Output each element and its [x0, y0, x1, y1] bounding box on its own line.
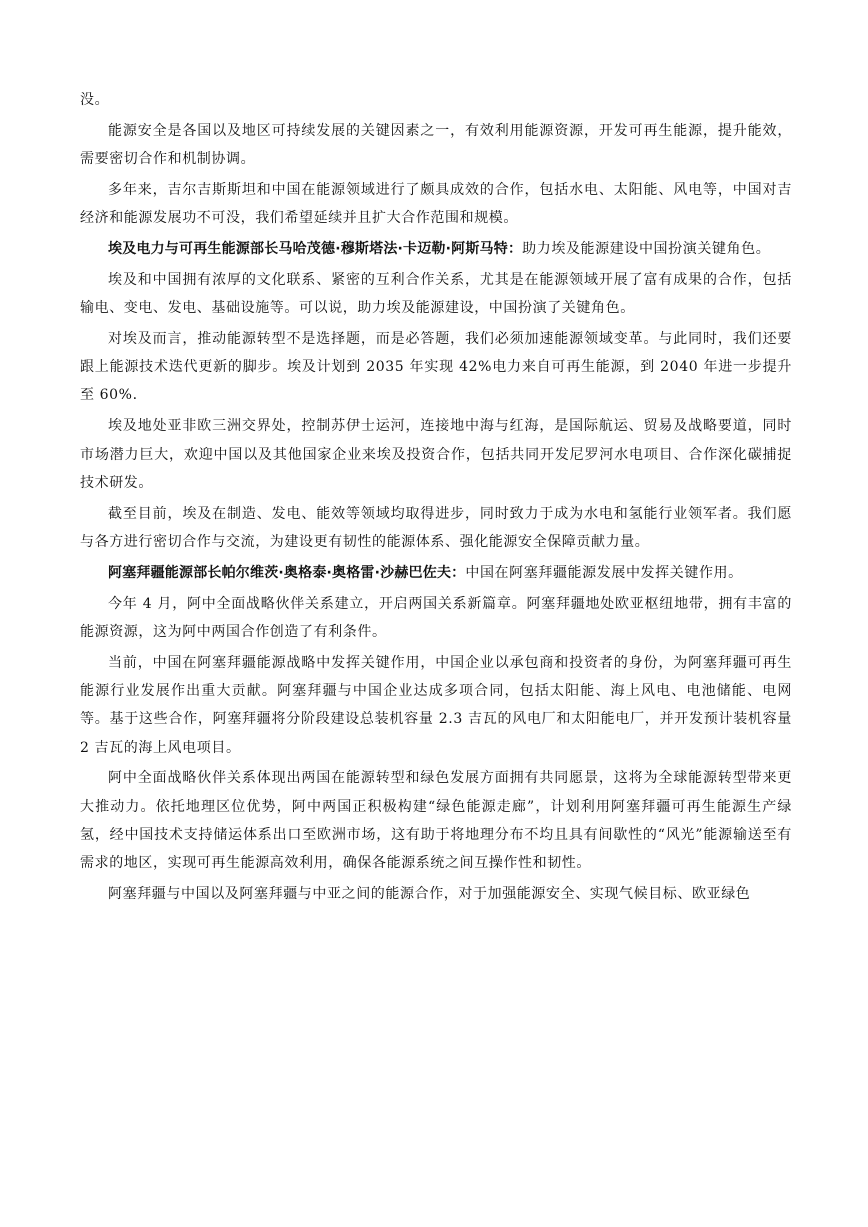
- article-body: [80, 86, 792, 908]
- paragraph: 当前，中国在阿塞拜疆能源战略中发挥关键作用，中国企业以承包商和投资者的身份，为阿塞拜疆可再生能源行业发展作出重大贡献。阿塞拜疆与中国企业达成多项合同，包括太阳能、海上风电、电池储能、电网等。基于这些合作，阿塞拜疆将分阶段建设总装机容量 2.3 吉瓦的风电厂和太阳能电厂，并开发预计装机容量 2 吉瓦的海上风电项目。: [80, 654, 792, 756]
- speaker-paragraph: [80, 235, 792, 263]
- paragraph: 阿塞拜疆与中国以及阿塞拜疆与中亚之间的能源合作，对于加强能源安全、实现气候目标、欧亚绿色: [108, 886, 751, 903]
- paragraph: 埃及地处亚非欧三洲交界处，控制苏伊士运河，连接地中海与红海，是国际航运、贸易及战略要道，同时市场潜力巨大，欢迎中国以及其他国家企业来埃及投资合作，包括共同开发尼罗河水电项目、合作深化碳捕捉技术研发。: [80, 418, 792, 491]
- paragraph: 多年来，吉尔吉斯斯坦和中国在能源领域进行了颇具成效的合作，包括水电、太阳能、风电等，中国对吉经济和能源发展功不可没，我们希望延续并且扩大合作范围和规模。: [80, 181, 792, 227]
- paragraph: 能源安全是各国以及地区可持续发展的关键因素之一，有效利用能源资源，开发可再生能源，提升能效，需要密切合作和机制协调。: [80, 122, 792, 168]
- paragraph: 对埃及而言，推动能源转型不是选择题，而是必答题，我们必须加速能源领域变革。与此同时，我们还要跟上能源技术迭代更新的脚步。埃及计划到 2035 年实现 42%电力来自可再生能源，到 2040 年进一步提升至 60%.: [80, 330, 792, 404]
- speaker-paragraph: [80, 559, 792, 587]
- speaker-name-egypt: 埃及电力与可再生能源部长马哈茂德·穆斯塔法·卡迈勒·阿斯马特：: [108, 240, 523, 257]
- speaker-name-azerbaijan: 阿塞拜疆能源部长帕尔维茨·奥格泰·奥格雷·沙赫巴佐夫：: [108, 564, 466, 581]
- paragraph: 阿中全面战略伙伴关系体现出两国在能源转型和绿色发展方面拥有共同愿景，这将为全球能源转型带来更大推动力。依托地理区位优势，阿中两国正积极构建“绿色能源走廊”，计划利用阿塞拜疆可再生能源生产绿氢，经中国技术支持储运体系出口至欧洲市场，这有助于将地理分布不均且具有间歇性的“风光”能源输送至有需求的地区，实现可再生能源高效利用，确保各能源系统之间互操作性和韧性。: [80, 770, 792, 872]
- speaker-quote: 中国在阿塞拜疆能源发展中发挥关键作用。: [465, 564, 743, 581]
- paragraph: 截至目前，埃及在制造、发电、能效等领域均取得进步，同时致力于成为水电和氢能行业领军者。我们愿与各方进行密切合作与交流，为建设更有韧性的能源体系、强化能源安全保障贡献力量。: [80, 505, 792, 550]
- paragraph-continuation: 没。: [80, 92, 110, 108]
- speaker-quote: 助力埃及能源建设中国扮演关键角色。: [522, 240, 771, 257]
- paragraph: 今年 4 月，阿中全面战略伙伴关系建立，开启两国关系新篇章。阿塞拜疆地处欧亚枢纽地带，拥有丰富的能源资源，这为阿中两国合作创造了有利条件。: [80, 595, 792, 640]
- paragraph: 埃及和中国拥有浓厚的文化联系、紧密的互利合作关系，尤其是在能源领域开展了富有成果的合作，包括输电、变电、发电、基础设施等。可以说，助力埃及能源建设，中国扮演了关键角色。: [80, 271, 792, 317]
